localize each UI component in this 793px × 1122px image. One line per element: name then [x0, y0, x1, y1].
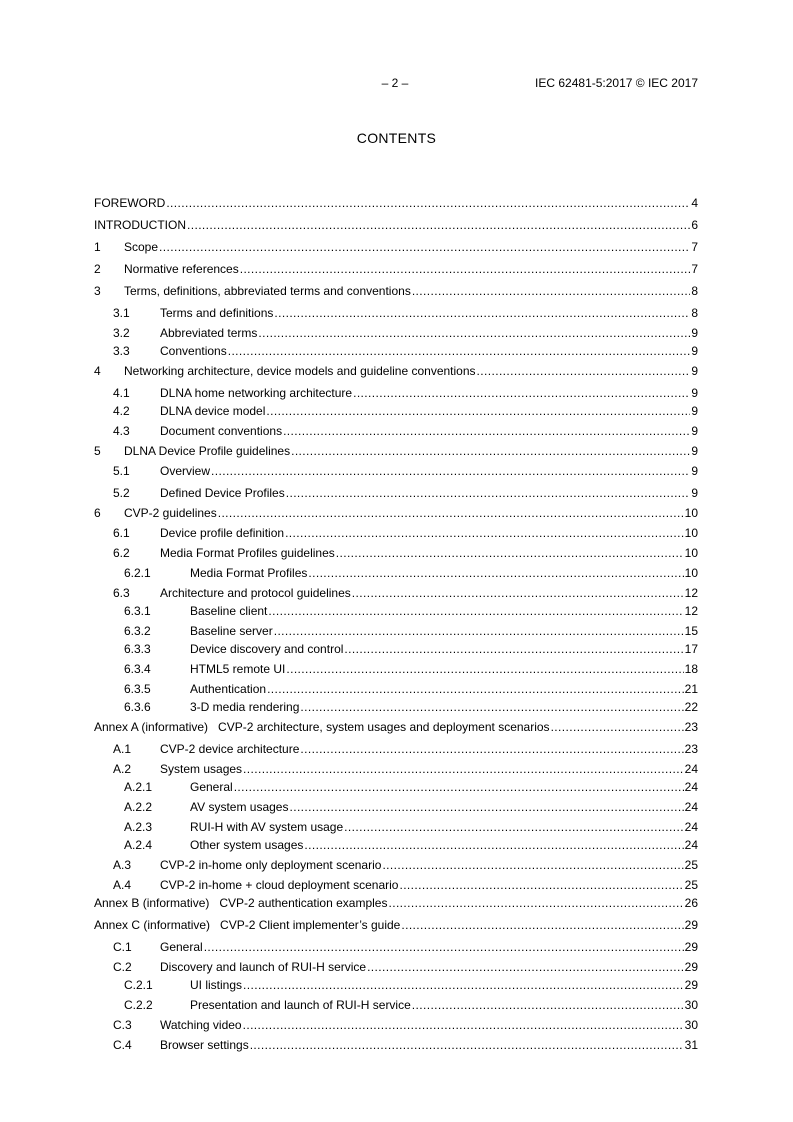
- toc-dot-leader: [243, 1018, 684, 1032]
- toc-dot-leader: [401, 918, 683, 932]
- toc-entry-title: Annex C (informative) CVP-2 Client implementer’s guide: [94, 918, 401, 932]
- toc-entry-number: 4.2: [113, 404, 130, 418]
- toc-dot-leader: [187, 218, 690, 232]
- toc-entry-number: 6.3: [113, 586, 130, 600]
- toc-entry-page: 12: [684, 586, 698, 600]
- toc-entry-number: C.3: [113, 1018, 132, 1032]
- toc-entry-title: CVP-2 in-home + cloud deployment scenario: [160, 878, 399, 892]
- toc-entry[interactable]: [94, 780, 698, 794]
- toc-dot-leader: [344, 642, 683, 656]
- toc-entry-title: AV system usages: [190, 800, 289, 814]
- toc-entry-title: CVP-2 device architecture: [160, 742, 300, 756]
- toc-entry-line: [190, 662, 698, 676]
- toc-entry[interactable]: [94, 506, 698, 520]
- toc-entry-page: 24: [684, 762, 698, 776]
- page-header: [94, 76, 698, 92]
- toc-entry-line: [190, 800, 698, 814]
- toc-entry[interactable]: [94, 642, 698, 656]
- toc-entry-title: Discovery and launch of RUI-H service: [160, 960, 367, 974]
- toc-entry[interactable]: [94, 838, 698, 852]
- toc-entry-title: Annex A (informative) CVP-2 architecture, system usages and deployment scenarios: [94, 720, 550, 734]
- toc-entry-page: 9: [691, 444, 698, 458]
- toc-entry-title: HTML5 remote UI: [190, 662, 286, 676]
- toc-entry-line: [160, 306, 698, 320]
- toc-entry[interactable]: [94, 546, 698, 560]
- toc-entry[interactable]: [94, 998, 698, 1012]
- toc-entry[interactable]: [94, 444, 698, 458]
- toc-dot-leader: [367, 960, 684, 974]
- toc-entry-line: [160, 742, 698, 756]
- toc-entry-page: 25: [684, 858, 698, 872]
- toc-entry-number: C.1: [113, 940, 132, 954]
- toc-entry-line: [160, 878, 698, 892]
- toc-entry-page: 15: [684, 624, 698, 638]
- toc-entry-title: Terms, definitions, abbreviated terms and conventions: [124, 284, 411, 298]
- toc-entry-number: A.2.3: [124, 820, 153, 834]
- toc-entry[interactable]: [94, 306, 698, 320]
- toc-entry[interactable]: [94, 624, 698, 638]
- toc-dot-leader: [240, 262, 691, 276]
- contents-title: CONTENTS: [356, 130, 437, 146]
- toc-entry[interactable]: [94, 918, 698, 932]
- toc-entry[interactable]: [94, 326, 698, 340]
- toc-entry-number: 5: [94, 444, 101, 458]
- toc-entry-line: [190, 604, 698, 618]
- toc-entry-page: 9: [691, 386, 698, 400]
- toc-entry-page: 23: [684, 720, 698, 734]
- toc-entry-title: Authentication: [190, 682, 267, 696]
- toc-entry-number: 4: [94, 364, 101, 378]
- toc-dot-leader: [268, 604, 683, 618]
- toc-dot-leader: [399, 878, 683, 892]
- toc-entry-title: Networking architecture, device models and guideline conventions: [124, 364, 476, 378]
- toc-entry-title: Baseline client: [190, 604, 268, 618]
- toc-entry-number: A.2.2: [124, 800, 153, 814]
- toc-entry[interactable]: [94, 196, 698, 210]
- toc-dot-leader: [166, 196, 690, 210]
- toc-entry-page: 7: [691, 240, 698, 254]
- toc-entry-title: Architecture and protocol guidelines: [160, 586, 351, 600]
- toc-entry-line: [160, 586, 698, 600]
- toc-entry-line: [160, 1038, 698, 1052]
- toc-dot-leader: [352, 586, 684, 600]
- toc-entry[interactable]: [94, 978, 698, 992]
- toc-entry-number: 3.1: [113, 306, 130, 320]
- toc-entry-line: [124, 240, 698, 254]
- toc-dot-leader: [412, 284, 690, 298]
- toc-dot-leader: [551, 720, 684, 734]
- toc-entry-number: 4.3: [113, 424, 130, 438]
- toc-entry-line: [124, 364, 698, 378]
- toc-entry[interactable]: [94, 1018, 698, 1032]
- toc-entry[interactable]: [94, 720, 698, 734]
- toc-entry-title: INTRODUCTION: [94, 218, 186, 232]
- toc-entry[interactable]: [94, 284, 698, 298]
- toc-entry-title: Other system usages: [190, 838, 304, 852]
- toc-entry[interactable]: [94, 1038, 698, 1052]
- toc-dot-leader: [218, 506, 684, 520]
- toc-entry-page: 24: [684, 780, 698, 794]
- toc-entry-title: Watching video: [160, 1018, 242, 1032]
- toc-entry-number: 6.3.5: [124, 682, 151, 696]
- toc-entry-title: 3-D media rendering: [190, 700, 300, 714]
- toc-entry[interactable]: [94, 218, 698, 232]
- page-number: – 2 –: [381, 76, 409, 90]
- toc-dot-leader: [291, 444, 690, 458]
- toc-entry-page: 10: [684, 566, 698, 580]
- toc-dot-leader: [274, 624, 684, 638]
- toc-entry-line: [160, 940, 698, 954]
- toc-entry-title: Presentation and launch of RUI-H service: [190, 998, 411, 1012]
- toc-entry-line: [160, 404, 698, 418]
- toc-entry-title: System usages: [160, 762, 243, 776]
- toc-dot-leader: [286, 486, 691, 500]
- toc-entry-line: [160, 344, 698, 358]
- toc-dot-leader: [336, 546, 684, 560]
- toc-entry-number: 6.3.4: [124, 662, 151, 676]
- toc-entry-title: UI listings: [190, 978, 243, 992]
- toc-entry-page: 9: [691, 404, 698, 418]
- toc-dot-leader: [228, 344, 691, 358]
- toc-entry[interactable]: [94, 662, 698, 676]
- toc-entry[interactable]: [94, 960, 698, 974]
- toc-entry-page: 6: [691, 218, 698, 232]
- toc-entry-number: 4.1: [113, 386, 130, 400]
- toc-entry-page: 31: [684, 1038, 698, 1052]
- toc-entry-page: 29: [684, 960, 698, 974]
- toc-entry-title: Scope: [124, 240, 159, 254]
- toc-entry-page: 29: [684, 940, 698, 954]
- toc-entry-page: 10: [684, 506, 698, 520]
- toc-dot-leader: [382, 858, 683, 872]
- toc-entry-line: [190, 700, 698, 714]
- toc-entry-number: 5.1: [113, 464, 130, 478]
- toc-entry-title: FOREWORD: [94, 196, 166, 210]
- toc-entry-number: C.2.1: [124, 978, 153, 992]
- toc-entry-line: [94, 196, 698, 210]
- toc-dot-leader: [308, 566, 683, 580]
- toc-entry-title: CVP-2 guidelines: [124, 506, 217, 520]
- toc-entry-line: [190, 624, 698, 638]
- toc-entry-title: Baseline server: [190, 624, 273, 638]
- toc-entry-number: 5.2: [113, 486, 130, 500]
- toc-entry-page: 26: [684, 896, 698, 910]
- toc-entry-number: C.2: [113, 960, 132, 974]
- toc-entry-page: 8: [691, 284, 698, 298]
- toc-entry[interactable]: [94, 700, 698, 714]
- toc-dot-leader: [159, 240, 690, 254]
- toc-entry[interactable]: [94, 526, 698, 540]
- standard-identifier: IEC 62481-5:2017 © IEC 2017: [535, 76, 698, 90]
- toc-entry[interactable]: [94, 820, 698, 834]
- toc-dot-leader: [283, 424, 690, 438]
- toc-entry-page: 30: [684, 998, 698, 1012]
- toc-entry-title: Overview: [160, 464, 211, 478]
- toc-entry[interactable]: [94, 364, 698, 378]
- toc-entry[interactable]: [94, 682, 698, 696]
- toc-entry-title: Document conventions: [160, 424, 283, 438]
- toc-entry-page: 4: [691, 196, 698, 210]
- toc-dot-leader: [344, 820, 683, 834]
- toc-entry-title: General: [190, 780, 233, 794]
- toc-entry-page: 24: [684, 800, 698, 814]
- toc-entry-title: DLNA Device Profile guidelines: [124, 444, 291, 458]
- toc-entry-line: [190, 978, 698, 992]
- toc-entry-title: Device profile definition: [160, 526, 285, 540]
- toc-entry-title: Defined Device Profiles: [160, 486, 285, 500]
- toc-dot-leader: [234, 780, 684, 794]
- toc-entry-line: [190, 682, 698, 696]
- toc-entry[interactable]: [94, 896, 698, 910]
- toc-entry-title: Conventions: [160, 344, 227, 358]
- toc-entry-line: [160, 386, 698, 400]
- toc-entry-page: 10: [684, 526, 698, 540]
- toc-dot-leader: [204, 940, 684, 954]
- toc-dot-leader: [353, 386, 690, 400]
- toc-entry-title: DLNA device model: [160, 404, 266, 418]
- toc-dot-leader: [300, 742, 683, 756]
- toc-entry[interactable]: [94, 344, 698, 358]
- toc-entry[interactable]: [94, 742, 698, 756]
- toc-entry-line: [190, 838, 698, 852]
- toc-dot-leader: [304, 838, 683, 852]
- toc-entry-line: [190, 780, 698, 794]
- toc-entry-page: 9: [691, 326, 698, 340]
- toc-entry-number: A.2.4: [124, 838, 153, 852]
- toc-entry-number: 6.3.2: [124, 624, 151, 638]
- toc-entry-page: 10: [684, 546, 698, 560]
- toc-entry[interactable]: [94, 858, 698, 872]
- toc-entry-page: 12: [684, 604, 698, 618]
- toc-entry-line: [160, 960, 698, 974]
- toc-entry-page: 23: [684, 742, 698, 756]
- toc-dot-leader: [266, 404, 690, 418]
- toc-entry[interactable]: [94, 404, 698, 418]
- toc-entry[interactable]: [94, 386, 698, 400]
- toc-dot-leader: [243, 978, 684, 992]
- toc-entry-line: [160, 464, 698, 478]
- toc-entry-line: [190, 820, 698, 834]
- toc-entry-page: 24: [684, 838, 698, 852]
- toc-dot-leader: [274, 306, 690, 320]
- toc-dot-leader: [286, 662, 683, 676]
- toc-dot-leader: [211, 464, 690, 478]
- toc-entry-line: [124, 284, 698, 298]
- toc-entry[interactable]: [94, 424, 698, 438]
- toc-entry-line: [190, 642, 698, 656]
- toc-entry[interactable]: [94, 940, 698, 954]
- toc-entry[interactable]: [94, 800, 698, 814]
- toc-entry-page: 9: [691, 424, 698, 438]
- toc-entry[interactable]: [94, 566, 698, 580]
- toc-entry[interactable]: [94, 604, 698, 618]
- toc-entry-page: 9: [691, 344, 698, 358]
- toc-entry[interactable]: [94, 486, 698, 500]
- toc-entry-page: 8: [691, 306, 698, 320]
- toc-entry-title: Media Format Profiles: [190, 566, 308, 580]
- toc-entry-page: 9: [691, 364, 698, 378]
- toc-dot-leader: [412, 998, 684, 1012]
- toc-entry-title: DLNA home networking architecture: [160, 386, 353, 400]
- toc-entry-page: 22: [684, 700, 698, 714]
- toc-entry-number: 3.3: [113, 344, 130, 358]
- toc-entry-number: 2: [94, 262, 101, 276]
- toc-entry-number: 6.3.1: [124, 604, 151, 618]
- toc-entry[interactable]: [94, 762, 698, 776]
- toc-entry[interactable]: [94, 586, 698, 600]
- toc-entry-number: 3: [94, 284, 101, 298]
- toc-entry-line: [190, 998, 698, 1012]
- toc-entry-page: 30: [684, 1018, 698, 1032]
- toc-entry-line: [94, 720, 698, 734]
- toc-entry-line: [190, 566, 698, 580]
- toc-entry-line: [124, 444, 698, 458]
- toc-entry-title: Abbreviated terms: [160, 326, 258, 340]
- toc-entry-line: [160, 526, 698, 540]
- toc-dot-leader: [250, 1038, 684, 1052]
- toc-entry-title: CVP-2 in-home only deployment scenario: [160, 858, 382, 872]
- toc-dot-leader: [300, 700, 683, 714]
- toc-entry-number: 6.2: [113, 546, 130, 560]
- toc-entry-page: 24: [684, 820, 698, 834]
- toc-entry-number: 1: [94, 240, 101, 254]
- toc-entry-line: [94, 918, 698, 932]
- toc-entry-number: A.4: [113, 878, 132, 892]
- toc-entry-title: Device discovery and control: [190, 642, 344, 656]
- toc-entry-page: 21: [684, 682, 698, 696]
- toc-entry-page: 9: [691, 486, 698, 500]
- toc-entry-page: 29: [684, 918, 698, 932]
- toc-entry-number: A.3: [113, 858, 132, 872]
- toc-entry-line: [160, 762, 698, 776]
- toc-entry-title: Terms and definitions: [160, 306, 274, 320]
- toc-entry-number: 6.1: [113, 526, 130, 540]
- toc-dot-leader: [289, 800, 683, 814]
- toc-entry-title: Annex B (informative) CVP-2 authentication examples: [94, 896, 388, 910]
- toc-entry-page: 18: [684, 662, 698, 676]
- toc-entry-page: 25: [684, 878, 698, 892]
- toc-entry-line: [94, 218, 698, 232]
- toc-entry-title: General: [160, 940, 203, 954]
- toc-entry-title: Browser settings: [160, 1038, 249, 1052]
- toc-dot-leader: [388, 896, 683, 910]
- toc-entry-title: RUI-H with AV system usage: [190, 820, 344, 834]
- toc-entry-line: [124, 262, 698, 276]
- toc-dot-leader: [285, 526, 684, 540]
- toc-entry[interactable]: [94, 878, 698, 892]
- toc-entry-line: [94, 896, 698, 910]
- toc-entry-title: Normative references: [124, 262, 239, 276]
- toc-entry-number: A.2: [113, 762, 132, 776]
- toc-entry-line: [160, 326, 698, 340]
- toc-entry[interactable]: [94, 464, 698, 478]
- toc-entry-number: C.4: [113, 1038, 132, 1052]
- toc-dot-leader: [477, 364, 691, 378]
- toc-dot-leader: [243, 762, 684, 776]
- toc-entry-page: 29: [684, 978, 698, 992]
- toc-entry-number: 6.3.6: [124, 700, 151, 714]
- toc-entry-line: [160, 424, 698, 438]
- toc-entry-line: [160, 858, 698, 872]
- toc-entry-line: [160, 546, 698, 560]
- toc-dot-leader: [258, 326, 690, 340]
- toc-entry-number: 3.2: [113, 326, 130, 340]
- toc-entry-number: C.2.2: [124, 998, 153, 1012]
- toc-entry-page: 17: [684, 642, 698, 656]
- toc-entry-page: 9: [691, 464, 698, 478]
- toc-entry-number: 6.3.3: [124, 642, 151, 656]
- toc-entry-line: [160, 1018, 698, 1032]
- toc-entry-number: 6.2.1: [124, 566, 151, 580]
- toc-entry-title: Media Format Profiles guidelines: [160, 546, 335, 560]
- toc-entry-line: [124, 506, 698, 520]
- toc-entry-page: 7: [691, 262, 698, 276]
- toc-entry-line: [160, 486, 698, 500]
- toc-entry-number: 6: [94, 506, 101, 520]
- toc-entry[interactable]: [94, 240, 698, 254]
- toc-entry-number: A.2.1: [124, 780, 153, 794]
- toc-entry[interactable]: [94, 262, 698, 276]
- toc-dot-leader: [267, 682, 684, 696]
- toc-entry-number: A.1: [113, 742, 132, 756]
